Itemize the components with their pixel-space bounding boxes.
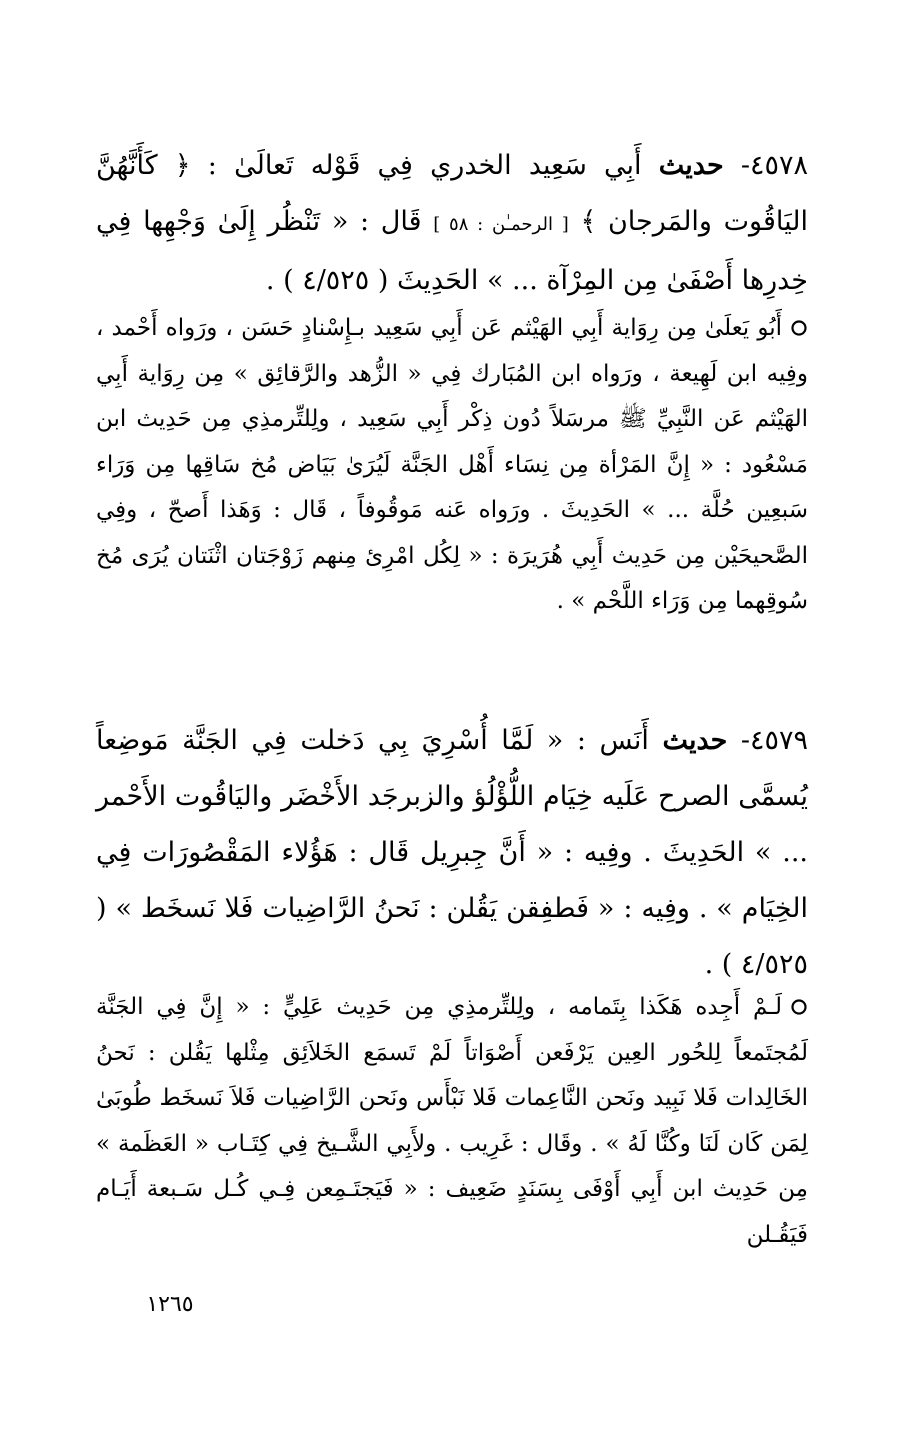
note-text: أَبُو يَعلَىٰ مِن رِوَاية أَبِي الهَيْثم عَن أَبِي سَعِيد بـإِسْنادٍ حَسَن ، ورَواه أَحْمد ، وفِيه ابن لَهِيعة ، ورَواه ابن المُبَارك فِي « الزُّهد والرَّقائِق » مِن رِوَاية أَبِي الهَيْثم عَن النَّبِيِّ ﷺ مرسَلاً دُون ذِكْر أَبِي سَعِيد ، ولِلتِّرمذِي مِن حَدِيث ابن مَسْعُود : « إِنَّ المَرْأة مِن نِسَاء أَهْل الجَنَّة لَيُرَىٰ بَيَاض مُخ سَاقِها مِن وَرَاء سَبعِين حُلَّة ... » الحَدِيثَ . ورَواه عَنه مَوقُوفاً ، قَال : وَهَذا أَصحّ ، وفِي الصَّحيحَيْن مِن حَدِيث أَبِي هُرَيرَة : « لِكُل امْرِئ مِنهم زَوْجَتان اثْنَتان يُرَى مُخ سُوقِهما مِن وَرَاء اللَّحْم » . — [96, 315, 808, 614]
note-text: لَـمْ أَجِده هَكَذا بِتَمامه ، ولِلتِّرمذِي مِن حَدِيث عَلِيٍّ : « إِنَّ فِي الجَنَّة لَمُجتَمعاً لِلحُور العِين يَرْفَعن أَصْوَاتاً لَمْ تَسمَع الخَلاَئِق مِثْلها يَقُلن : نَحنُ الخَالِدات فَلا نَبِيد ونَحن النَّاعِمات فَلا نَبْأَس ونَحن الرَّاضِيات فَلاَ نَسخَط طُوبَىٰ لِمَن كَان لَنَا وكُنَّا لَهُ » . وقَال : غَرِيب . ولأَبِي الشَّـيخ فِي كِتَـاب « العَظَمة » مِن حَدِيث ابن أَبِي أَوْفَى بِسَنَدٍ ضَعِيف : « فَيَجتَـمِعن فِـي كُـل سَـبعة أَيَـام فَيَقُـلن — [96, 994, 808, 1248]
entry-number: ٤٥٧٩- — [740, 725, 808, 756]
entry-4578-note — [96, 306, 808, 625]
circle-bullet-icon — [782, 985, 808, 1031]
entry-4579-main — [96, 713, 808, 993]
circle-bullet-icon — [782, 306, 808, 352]
entry-label: حديث — [658, 150, 724, 181]
entry-number: ٤٥٧٨- — [740, 150, 808, 181]
entry-volume-reference: ( ٤/٥٢٥ ) . — [265, 265, 389, 296]
entry-4578-main — [96, 138, 808, 309]
page-number: ١٢٦٥ — [146, 1292, 194, 1317]
entry-main-text-continued: قَال : « تَنْظُر إِلَىٰ وَجْهِها فِي خِدرِها أَصْفَىٰ مِن المِرْآة ... » الحَدِيثَ — [96, 206, 808, 296]
entry-label: حديث — [662, 725, 728, 756]
entry-4579-note — [96, 985, 808, 1258]
entry-volume-reference: ( ٤/٥٢٥ ) . — [96, 893, 808, 980]
entry-main-text: أَبِي سَعِيد الخدري فِي قَوْله تَعالَىٰ : ﴿ كَأَنَّهُنَّ اليَاقُوت والمَرجان ﴾ — [96, 150, 809, 237]
entry-inline-reference: [ الرحمـٰن : ٥٨ ] — [433, 214, 569, 235]
entry-main-text: أَنَس : « لَمَّا أُسْرِيَ بِي دَخلت فِي الجَنَّة مَوضِعاً يُسمَّى الصرح عَلَيه خِيَام اللُّؤْلُؤ والزبرجَد الأَخْضَر واليَاقُوت الأَحْمر ... » الحَدِيثَ . وفِيه : « أَنَّ جِبرِيل قَال : هَؤُلاء المَقْصُورَات فِي الخِيَام » . وفِيه : « فَطفِقن يَقُلن : نَحنُ الرَّاضِيات فَلا نَسخَط » — [96, 725, 808, 924]
